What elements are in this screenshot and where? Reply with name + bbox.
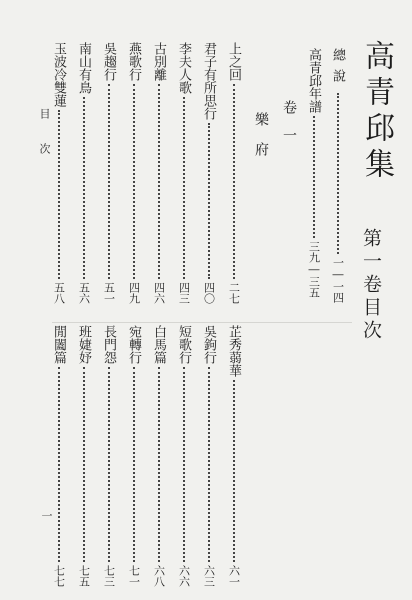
entry-title: 吳鉤行 xyxy=(201,325,216,364)
category-heading: 樂府 xyxy=(253,112,269,172)
entry-page: 四六 xyxy=(152,282,166,304)
section-divider xyxy=(52,322,352,323)
entry-page: 七一 xyxy=(127,565,141,587)
toc-entry-front xyxy=(328,48,347,303)
entry-page: 四三 xyxy=(177,282,191,304)
entry-title: 吳趨行 xyxy=(101,42,116,81)
toc-entry xyxy=(149,325,168,587)
entry-page: 四〇 xyxy=(202,282,216,304)
toc-entry xyxy=(124,325,143,587)
volume-label: 第一卷目次 xyxy=(360,228,382,343)
leader-dots xyxy=(183,97,185,279)
entry-page: 七七 xyxy=(52,565,66,587)
entry-title: 上之回 xyxy=(226,42,241,81)
entry-title: 短歌行 xyxy=(176,325,191,364)
entry-title: 芷秀蒻華 xyxy=(226,325,241,377)
leader-dots xyxy=(208,123,210,279)
leader-dots xyxy=(337,93,339,254)
entry-title: 燕歌行 xyxy=(126,42,141,81)
leader-dots xyxy=(158,367,160,562)
entry-title: 玉波冷雙蓮 xyxy=(51,42,66,107)
entry-page: 六六 xyxy=(177,565,191,587)
entry-title: 總說 xyxy=(330,48,345,90)
entry-title: 李夫人歌 xyxy=(176,42,191,94)
entry-title: 長門怨 xyxy=(101,325,116,364)
toc-entry-front xyxy=(304,48,323,298)
entry-page: 六八 xyxy=(152,565,166,587)
toc-entry xyxy=(124,42,143,304)
entry-title: 古別離 xyxy=(151,42,166,81)
leader-dots xyxy=(233,380,235,562)
leader-dots xyxy=(83,97,85,279)
volume-heading: 卷一 xyxy=(281,100,297,156)
entry-page: 五八 xyxy=(52,282,66,304)
leader-dots xyxy=(158,84,160,279)
leader-dots xyxy=(108,367,110,562)
leader-dots xyxy=(58,367,60,562)
entry-page: 七三 xyxy=(102,565,116,587)
toc-entry xyxy=(149,42,168,304)
leader-dots xyxy=(133,84,135,279)
leader-dots xyxy=(108,84,110,279)
toc-entry xyxy=(174,325,193,587)
entry-title: 君子有所思行 xyxy=(201,42,216,120)
leader-dots xyxy=(183,367,185,562)
leader-dots xyxy=(208,367,210,562)
toc-entry xyxy=(99,325,118,587)
entry-title: 閒闔篇 xyxy=(51,325,66,364)
entry-page: 六一 xyxy=(227,565,241,587)
entry-page: 五一 xyxy=(102,282,116,304)
leader-dots xyxy=(58,110,60,279)
toc-entry xyxy=(224,325,243,587)
toc-entry xyxy=(199,325,218,587)
running-head: 目次 xyxy=(38,108,51,178)
entry-title: 宛轉行 xyxy=(126,325,141,364)
page-number: 一 xyxy=(40,510,53,521)
toc-entry xyxy=(174,42,193,304)
book-title: 高青邱集 xyxy=(359,40,394,184)
entry-page: 五六 xyxy=(77,282,91,304)
entry-title: 南山有鳥 xyxy=(76,42,91,94)
toc-entry xyxy=(224,42,243,304)
entry-page: 四九 xyxy=(127,282,141,304)
toc-entry xyxy=(74,325,93,587)
entry-title: 班婕妤 xyxy=(76,325,91,364)
toc-entry xyxy=(199,42,218,304)
leader-dots xyxy=(233,84,235,279)
entry-page: 六三 xyxy=(202,565,216,587)
leader-dots xyxy=(83,367,85,562)
toc-entry xyxy=(99,42,118,304)
entry-title: 白馬篇 xyxy=(151,325,166,364)
leader-dots xyxy=(133,367,135,562)
toc-entry xyxy=(49,325,68,587)
entry-title: 高青邱年譜 xyxy=(306,48,321,113)
toc-entry xyxy=(74,42,93,304)
entry-page: 一―一四 xyxy=(331,257,345,303)
entry-page: 二七 xyxy=(227,282,241,304)
entry-page: 三九―三五 xyxy=(307,241,321,298)
entry-page: 七五 xyxy=(77,565,91,587)
leader-dots xyxy=(313,116,315,238)
